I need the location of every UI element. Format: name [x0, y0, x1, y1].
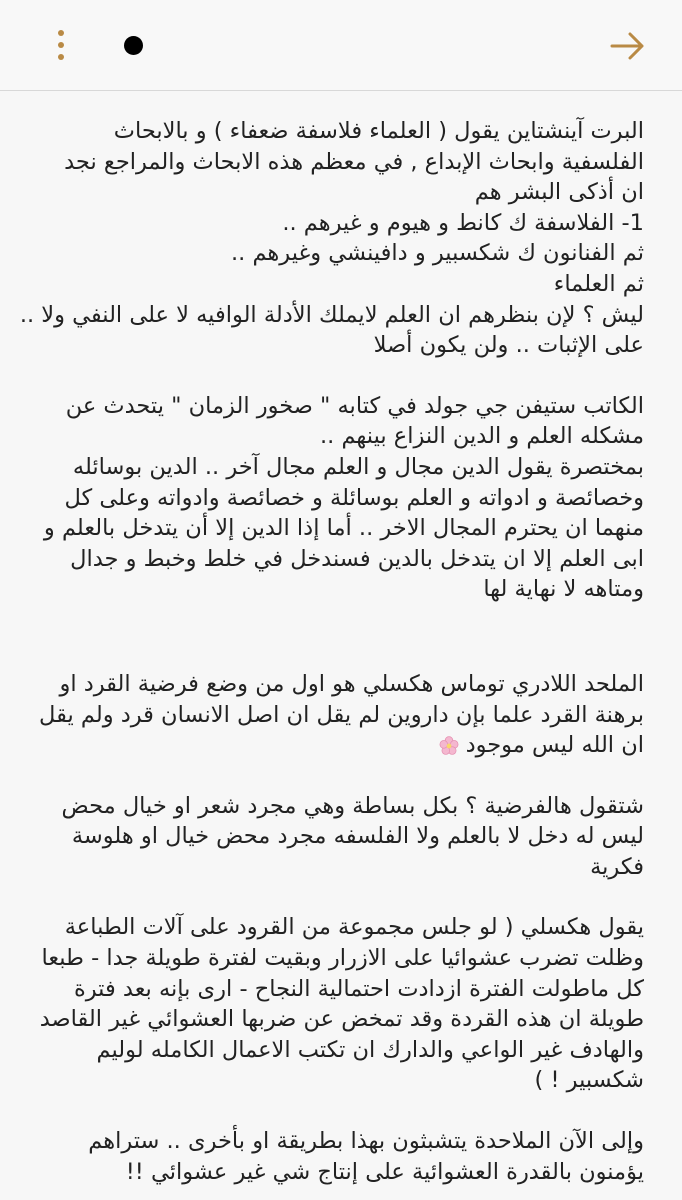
- text-line: ومتاهه لا نهاية لها: [483, 576, 644, 603]
- text-line: بمختصرة يقول الدين مجال و العلم مجال آخر .. الدين بوسائله: [72, 453, 644, 480]
- paragraph-4: [38, 791, 644, 883]
- more-vert-icon-dot: [58, 54, 64, 60]
- text-line: برهنة القرد علما بإن داروين لم يقل ان اصل الانسان قرد ولم يقل: [39, 701, 644, 728]
- top-app-bar: [0, 0, 682, 91]
- text-line: وظلت تضرب عشوائيا على الازرار وبقيت لفترة طويلة جدا - طبعا: [41, 945, 644, 972]
- arrow-right-icon: [604, 22, 652, 70]
- camera-cutout: [124, 36, 143, 55]
- text-line: يقول هكسلي ( لو جلس مجموعة من القرود على آلات الطباعة: [64, 914, 644, 941]
- paragraph-gap: [38, 605, 644, 669]
- text-line: والهادف غير الواعي والدارك ان تكتب الاعمال الكامله لوليم: [96, 1036, 644, 1063]
- text-line: ليس له دخل لا بالعلم ولا الفلسفه مجرد محض خيال او هلوسة: [71, 823, 644, 850]
- text-line-with-emoji: [38, 730, 644, 761]
- paragraph-gap: [38, 1096, 644, 1126]
- text-line: ان الله ليس موجود: [465, 732, 644, 759]
- text-line: مشكله العلم و الدين النزاع بينهم ..: [319, 423, 644, 450]
- paragraph-gap: [38, 761, 644, 791]
- more-vert-icon-dot: [58, 42, 64, 48]
- more-options-button[interactable]: [46, 24, 76, 66]
- paragraph-5: [38, 912, 644, 1096]
- cherry-blossom-icon: [438, 735, 460, 757]
- post-body: [19, 116, 644, 1187]
- text-line: كل ماطولت الفترة ازدادت احتمالية النجاح - ارى بإنه بعد فترة: [73, 975, 644, 1002]
- text-line: 1- الفلاسفة ك كانط و هيوم و غيرهم ..: [282, 209, 644, 236]
- text-line: وخصائصة و ادواته و العلم بوسائلة و خصائصة وادواته وعلى كل: [64, 484, 644, 511]
- text-line: ابى العلم إلا ان يتدخل بالدين فسندخل في خلط وخبط و جدال: [70, 545, 644, 572]
- text-line: البرت آينشتاين يقول ( العلماء فلاسفة ضعفاء ) و بالابحاث: [113, 118, 644, 144]
- paragraph-6: [38, 1126, 644, 1187]
- paragraph-1: [19, 116, 644, 361]
- paragraph-gap: [38, 882, 644, 912]
- paragraph-gap: [38, 361, 644, 391]
- text-line: شكسبير ! ): [534, 1067, 644, 1094]
- text-line: فكرية: [590, 853, 644, 880]
- more-vert-icon: [58, 30, 64, 36]
- text-line: شتقول هالفرضية ؟ بكل بساطة وهي مجرد شعر او خيال محض: [61, 792, 644, 819]
- text-line: طويلة ان هذه القردة وقد تمخض عن ضربها العشوائي غير القاصد: [39, 1006, 644, 1033]
- text-line: الكاتب ستيفن جي جولد في كتابه " صخور الزمان " يتحدث عن: [65, 392, 644, 419]
- forward-button[interactable]: [604, 22, 652, 70]
- paragraph-3: [38, 669, 644, 761]
- text-line: ثم الفنانون ك شكسبير و دافينشي وغيرهم ..: [230, 240, 644, 267]
- text-line: الفلسفية وابحاث الإبداع , في معظم هذه الابحاث والمراجع نجد: [64, 148, 644, 175]
- text-line: الملحد اللادري توماس هكسلي هو اول من وضع فرضية القرد او: [59, 670, 644, 697]
- text-line: وإلى الآن الملاحدة يتشبثون بهذا بطريقة او بأخرى .. ستراهم: [88, 1128, 644, 1155]
- text-line: منهما ان يحترم المجال الاخر .. أما إذا الدين إلا أن يتدخل بالعلم و: [43, 515, 644, 542]
- paragraph-2: [38, 391, 644, 605]
- text-line: ليش ؟ لإن بنظرهم ان العلم لايملك الأدلة الوافيه لا على النفي ولا ..: [19, 301, 644, 328]
- text-line: على الإثبات .. ولن يكون أصلا: [373, 332, 644, 359]
- text-line: ثم العلماء: [553, 270, 644, 297]
- text-line: ان أذكى البشر هم: [474, 179, 644, 206]
- text-line: يؤمنون بالقدرة العشوائية على إنتاج شي غير عشوائي !!: [125, 1158, 644, 1185]
